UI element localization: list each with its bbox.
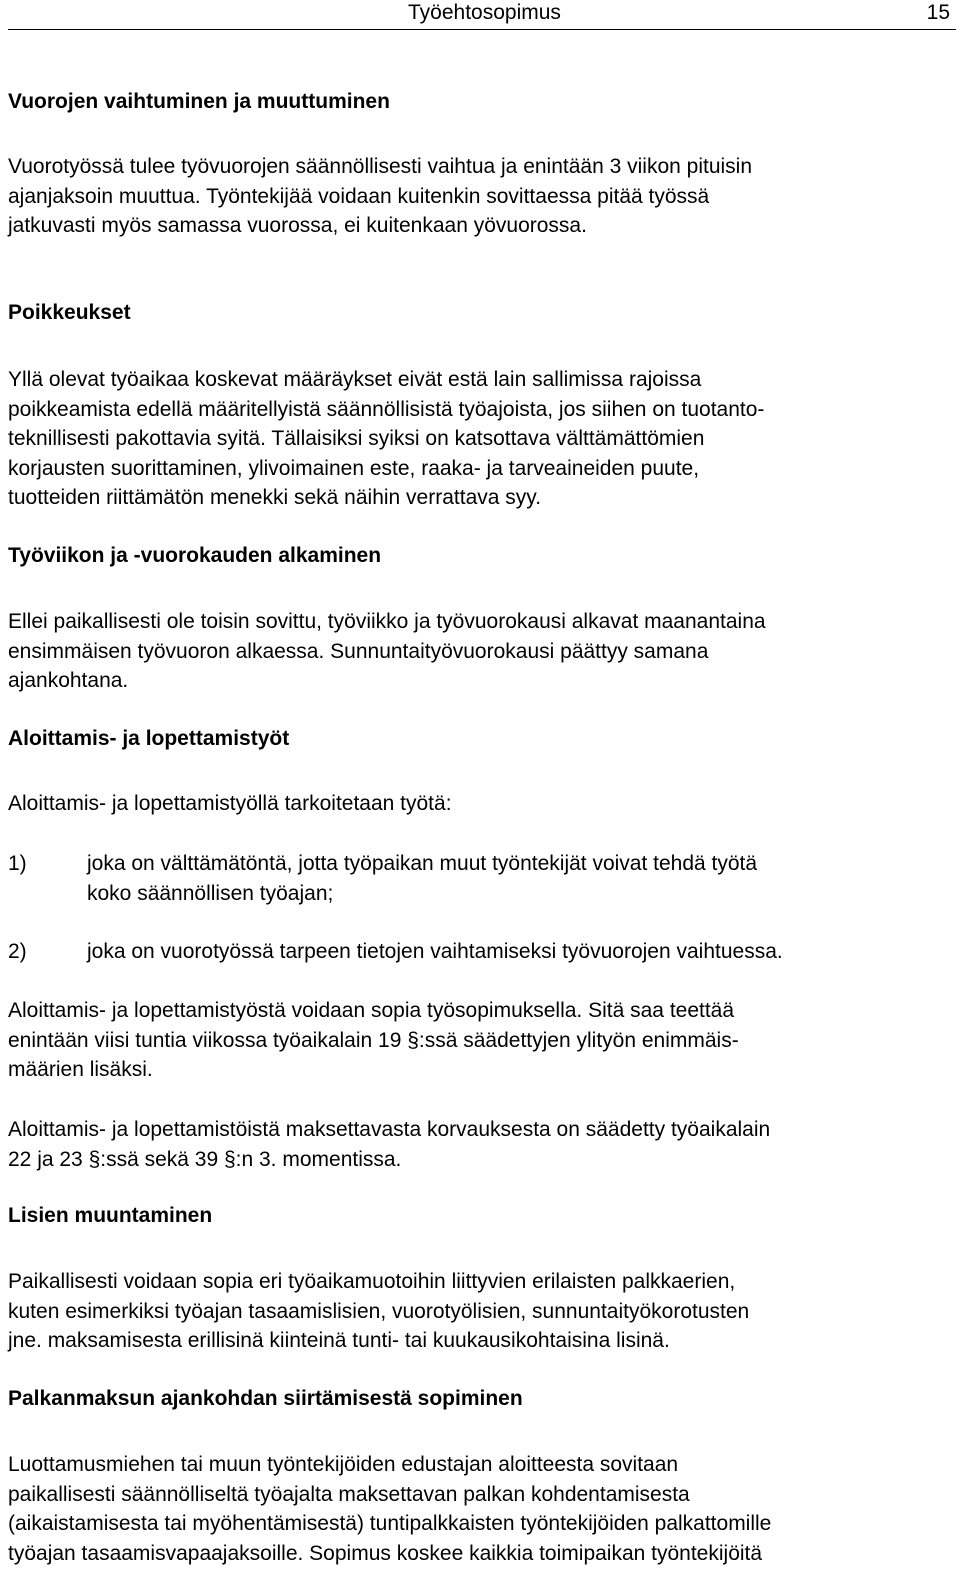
list-number: 2): [8, 940, 27, 963]
paragraph: [8, 607, 953, 696]
paragraph: [8, 365, 953, 513]
text-line: koko säännöllisen työajan;: [87, 881, 334, 905]
paragraph: [8, 1115, 953, 1174]
list-number: 1): [8, 852, 27, 875]
text-line: jatkuvasti myös samassa vuorossa, ei kuitenkaan yövuorossa.: [8, 214, 587, 237]
text-line: jne. maksamisesta erillisinä kiinteinä tunti- tai kuukausikohtaisina lisinä.: [8, 1329, 670, 1352]
page-header: [8, 0, 956, 30]
text-line: enintään viisi tuntia viikossa työaikalain 19 §:ssä säädettyjen ylityön enimmäis-: [8, 1028, 739, 1052]
document-title: Työehtosopimus: [408, 1, 561, 24]
text-line: Paikallisesti voidaan sopia eri työaikamuotoihin liittyvien erilaisten palkkaerien,: [8, 1270, 736, 1293]
section-heading: Työviikon ja -vuorokauden alkaminen: [8, 544, 382, 567]
text-line: (aikaistamisesta tai myöhentämisestä) tuntipalkkaisten työntekijöiden palkattomille: [8, 1512, 772, 1535]
section-heading: Poikkeukset: [8, 301, 131, 324]
text-line: korjausten suorittaminen, ylivoimainen este, raaka- ja tarveaineiden puute,: [8, 456, 700, 480]
text-line: Ellei paikallisesti ole toisin sovittu, työviikko ja työvuorokausi alkavat maanantaina: [8, 610, 766, 633]
text-line: Vuorotyössä tulee työvuorojen säännöllisesti vaihtua ja enintään 3 viikon pituisin: [8, 155, 753, 178]
text-line: 22 ja 23 §:ssä sekä 39 §:n 3. momentissa.: [8, 1147, 402, 1171]
paragraph: [8, 1450, 953, 1568]
page-number: 15: [926, 1, 950, 24]
text-line: paikallisesti säännölliseltä työajalta maksettavan palkan kohdentamisesta: [8, 1482, 690, 1506]
text-line: joka on vuorotyössä tarpeen tietojen vaihtamiseksi työvuorojen vaihtuessa.: [87, 940, 783, 963]
paragraph: [8, 1267, 953, 1356]
text-line: ajankohtana.: [8, 669, 129, 692]
text-line: tuotteiden riittämätön menekki sekä näihin verrattava syy.: [8, 486, 542, 509]
text-line: Aloittamis- ja lopettamistöistä maksettavasta korvauksesta on säädetty työaikalain: [8, 1118, 771, 1141]
text-line: teknillisesti pakottavia syitä. Tällaisiksi syiksi on katsottava välttämättömien: [8, 427, 705, 450]
list-item: [87, 849, 757, 908]
section-heading: Palkanmaksun ajankohdan siirtämisestä sopiminen: [8, 1387, 523, 1410]
text-line: kuten esimerkiksi työajan tasaamislisien, vuorotyölisien, sunnuntaityökorotusten: [8, 1299, 750, 1323]
text-line: Aloittamis- ja lopettamistyöstä voidaan sopia työsopimuksella. Sitä saa teettää: [8, 999, 735, 1022]
section-heading: Aloittamis- ja lopettamistyöt: [8, 727, 290, 750]
section-heading: Lisien muuntaminen: [8, 1204, 213, 1227]
text-line: joka on välttämätöntä, jotta työpaikan muut työntekijät voivat tehdä työtä: [87, 852, 758, 875]
list-item: [87, 937, 783, 967]
text-line: määrien lisäksi.: [8, 1058, 153, 1081]
text-line: ajanjaksoin muuttua. Työntekijää voidaan kuitenkin sovittaessa pitää työssä: [8, 184, 710, 208]
text-line: ensimmäisen työvuoron alkaessa. Sunnuntaityövuorokausi päättyy samana: [8, 639, 709, 663]
text-line: Yllä olevat työaikaa koskevat määräykset eivät estä lain sallimissa rajoissa: [8, 368, 702, 391]
text-line: Luottamusmiehen tai muun työntekijöiden edustajan aloitteesta sovitaan: [8, 1453, 679, 1476]
intro-line: Aloittamis- ja lopettamistyöllä tarkoitetaan työtä:: [8, 792, 452, 815]
paragraph: [8, 152, 953, 241]
section-heading: Vuorojen vaihtuminen ja muuttuminen: [8, 90, 390, 113]
text-line: poikkeamista edellä määritellyistä säännöllisistä työajoista, jos siihen on tuotanto-: [8, 397, 765, 421]
paragraph: [8, 996, 953, 1085]
text-line: työajan tasaamisvapaajaksoille. Sopimus koskee kaikkia toimipaikan työntekijöitä: [8, 1541, 763, 1565]
